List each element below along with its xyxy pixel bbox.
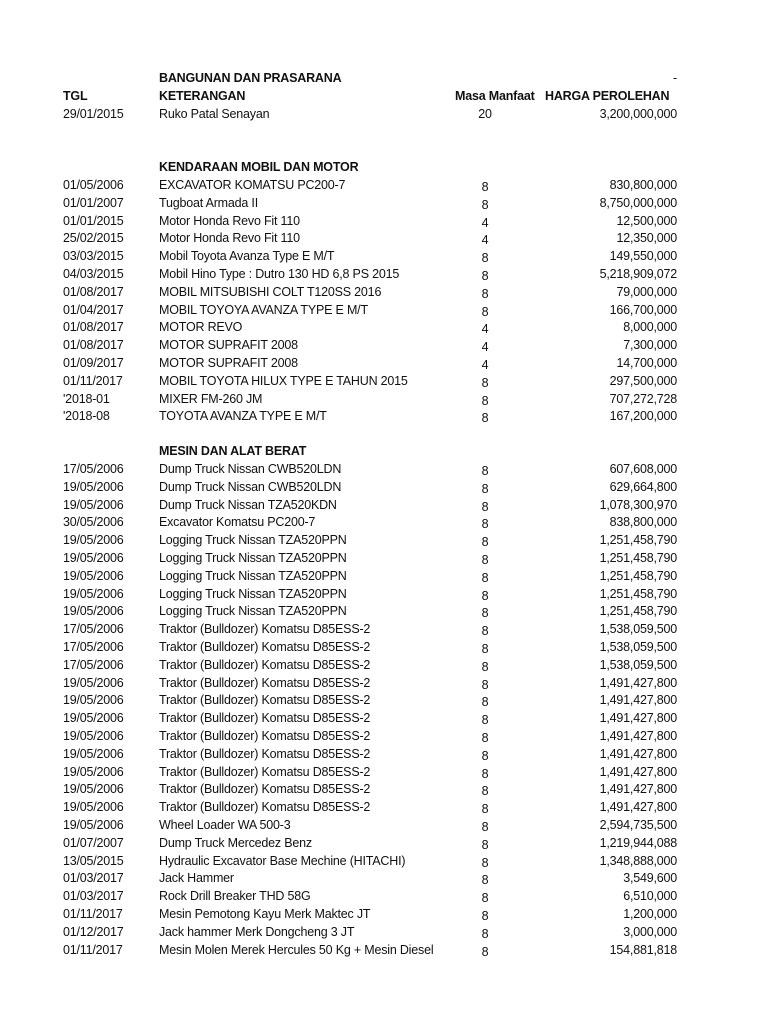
row-description: Motor Honda Revo Fit 110: [159, 213, 300, 228]
row-useful-life: 8: [481, 251, 489, 266]
row-date: 01/01/2015: [63, 213, 124, 228]
row-acquisition-price: 3,549,600: [623, 871, 677, 886]
table-row: [0, 727, 768, 745]
table-row: [0, 318, 768, 336]
row-useful-life: 8: [481, 873, 489, 888]
row-acquisition-price: 838,800,000: [609, 515, 677, 530]
row-date: 19/05/2006: [63, 818, 124, 832]
row-description: Jack Hammer: [159, 871, 234, 886]
row-description: Dump Truck Mercedez Benz: [159, 835, 312, 850]
row-acquisition-price: 149,550,000: [609, 249, 677, 264]
table-row: [0, 869, 768, 887]
row-acquisition-price: 1,491,427,800: [599, 746, 677, 761]
row-description: Mobil Toyota Avanza Type E M/T: [159, 249, 335, 264]
row-useful-life: 4: [481, 358, 489, 372]
table-row: [0, 602, 768, 620]
table-row: [0, 905, 768, 923]
row-date: 01/11/2017: [63, 373, 123, 388]
row-useful-life: 4: [481, 215, 489, 230]
row-date: 01/03/2017: [63, 871, 124, 886]
table-row: [0, 656, 768, 674]
row-date: 01/05/2006: [63, 178, 124, 192]
row-useful-life: 8: [481, 642, 489, 656]
row-date: 01/07/2007: [63, 835, 124, 850]
row-useful-life: 8: [481, 197, 489, 212]
row-date: 19/05/2006: [63, 586, 124, 601]
row-useful-life: 8: [481, 553, 489, 567]
table-row: [0, 265, 768, 283]
column-header-date: TGL: [63, 89, 88, 103]
row-useful-life: 8: [481, 304, 489, 319]
row-useful-life: 8: [481, 659, 489, 674]
row-acquisition-price: 297,500,000: [609, 373, 677, 388]
row-useful-life: 8: [481, 411, 489, 426]
row-date: 01/03/2017: [63, 889, 124, 904]
row-useful-life: 8: [481, 748, 489, 763]
row-useful-life: 8: [481, 588, 489, 603]
row-description: Traktor (Bulldozer) Komatsu D85ESS-2: [159, 729, 371, 743]
table-row: [0, 763, 768, 781]
row-date: 19/05/2006: [63, 533, 124, 548]
row-date: 17/05/2006: [63, 462, 124, 476]
column-header-useful-life: Masa Manfaat: [455, 89, 535, 103]
row-acquisition-price: 8,750,000,000: [599, 195, 677, 210]
row-description: Logging Truck Nissan TZA520PPN: [159, 586, 347, 601]
row-date: 19/05/2006: [63, 675, 124, 690]
row-date: 30/05/2006: [63, 515, 124, 530]
table-row: [0, 620, 768, 638]
section-title-mesin: MESIN DAN ALAT BERAT: [159, 444, 307, 458]
row-acquisition-price: 167,200,000: [609, 409, 677, 424]
row-date: 29/01/2015: [63, 107, 124, 121]
row-useful-life: 8: [481, 481, 489, 496]
row-useful-life: 20: [478, 107, 492, 121]
row-description: MOBIL MITSUBISHI COLT T120SS 2016: [159, 284, 382, 299]
row-acquisition-price: 1,491,427,800: [599, 800, 677, 815]
row-description: Hydraulic Excavator Base Mechine (HITACHI): [159, 853, 406, 868]
column-header-row: [0, 87, 768, 105]
row-date: 01/08/2017: [63, 320, 124, 335]
row-date: 17/05/2006: [63, 622, 124, 637]
row-description: Ruko Patal Senayan: [159, 107, 270, 121]
row-date: 17/05/2006: [63, 640, 124, 654]
row-acquisition-price: 1,491,427,800: [599, 782, 677, 797]
row-date: 01/08/2017: [63, 284, 124, 299]
row-useful-life: 8: [481, 944, 489, 959]
table-row: [0, 549, 768, 567]
table-row: [0, 212, 768, 230]
row-date: 04/03/2015: [63, 267, 124, 281]
row-description: EXCAVATOR KOMATSU PC200-7: [159, 178, 346, 192]
row-description: Excavator Komatsu PC200-7: [159, 515, 316, 530]
row-useful-life: 8: [481, 713, 489, 728]
table-row: [0, 674, 768, 692]
row-useful-life: 8: [481, 624, 489, 639]
row-acquisition-price: 1,200,000: [623, 907, 677, 921]
row-description: MOTOR SUPRAFIT 2008: [159, 356, 298, 370]
row-description: Traktor (Bulldozer) Komatsu D85ESS-2: [159, 711, 371, 726]
column-header-acquisition-price: HARGA PEROLEHAN: [545, 89, 670, 103]
table-row: [0, 567, 768, 585]
table-row: [0, 923, 768, 941]
row-description: Logging Truck Nissan TZA520PPN: [159, 533, 347, 548]
table-row: [0, 780, 768, 798]
row-acquisition-price: 1,538,059,500: [599, 657, 677, 672]
row-acquisition-price: 707,272,728: [609, 391, 677, 406]
row-acquisition-price: 830,800,000: [609, 178, 677, 192]
row-date: 01/08/2017: [63, 338, 124, 353]
row-acquisition-price: 7,300,000: [623, 338, 677, 353]
row-useful-life: 8: [481, 606, 489, 621]
row-acquisition-price: 8,000,000: [623, 320, 677, 335]
row-description: Logging Truck Nissan TZA520PPN: [159, 551, 347, 565]
row-useful-life: 8: [481, 837, 489, 852]
table-row: [0, 941, 768, 959]
row-date: 19/05/2006: [63, 551, 124, 565]
row-description: Rock Drill Breaker THD 58G: [159, 889, 311, 904]
row-date: 19/05/2006: [63, 729, 124, 743]
table-row: [0, 638, 768, 656]
section-title-row-kendaraan: [0, 158, 768, 176]
row-date: 19/05/2006: [63, 568, 124, 583]
row-useful-life: 8: [481, 677, 489, 692]
row-date: 19/05/2006: [63, 479, 124, 494]
table-row: [0, 283, 768, 301]
row-description: MOTOR REVO: [159, 320, 243, 335]
table-row: [0, 709, 768, 727]
header-dash: -: [673, 71, 677, 85]
table-row: [0, 176, 768, 194]
row-useful-life: 8: [481, 784, 489, 799]
row-date: 19/05/2006: [63, 711, 124, 726]
row-acquisition-price: 1,491,427,800: [599, 675, 677, 690]
row-acquisition-price: 1,491,427,800: [599, 711, 677, 726]
row-description: TOYOTA AVANZA TYPE E M/T: [159, 409, 327, 424]
row-description: Dump Truck Nissan CWB520LDN: [159, 479, 342, 494]
row-description: Mesin Pemotong Kayu Merk Maktec JT: [159, 907, 371, 921]
row-date: '2018-08: [63, 409, 110, 424]
row-useful-life: 8: [481, 570, 489, 585]
table-row: [0, 852, 768, 870]
row-description: Traktor (Bulldozer) Komatsu D85ESS-2: [159, 675, 371, 690]
row-date: 19/05/2006: [63, 800, 124, 815]
table-row: [0, 247, 768, 265]
row-date: '2018-01: [63, 391, 110, 406]
table-row: [0, 354, 768, 372]
row-date: 19/05/2006: [63, 746, 124, 761]
row-useful-life: 8: [481, 375, 489, 390]
column-header-description: KETERANGAN: [159, 89, 246, 103]
row-acquisition-price: 154,881,818: [609, 942, 677, 957]
row-description: MOTOR SUPRAFIT 2008: [159, 338, 298, 353]
row-date: 01/11/2017: [63, 942, 123, 957]
row-acquisition-price: 1,219,944,088: [599, 835, 677, 850]
table-row: [0, 816, 768, 834]
row-description: MIXER FM-260 JM: [159, 391, 263, 406]
row-description: Traktor (Bulldozer) Komatsu D85ESS-2: [159, 782, 371, 797]
row-description: Traktor (Bulldozer) Komatsu D85ESS-2: [159, 622, 371, 637]
row-date: 25/02/2015: [63, 231, 124, 246]
table-row: [0, 460, 768, 478]
row-useful-life: 8: [481, 766, 489, 781]
row-date: 01/12/2017: [63, 924, 124, 939]
row-acquisition-price: 1,251,458,790: [599, 533, 677, 548]
row-useful-life: 8: [481, 269, 489, 283]
row-description: Motor Honda Revo Fit 110: [159, 231, 300, 246]
row-useful-life: 4: [481, 340, 489, 355]
row-acquisition-price: 1,538,059,500: [599, 622, 677, 637]
row-date: 03/03/2015: [63, 249, 124, 264]
row-description: MOBIL TOYOYA AVANZA TYPE E M/T: [159, 302, 368, 317]
row-acquisition-price: 166,700,000: [609, 302, 677, 317]
row-useful-life: 8: [481, 909, 489, 923]
row-useful-life: 8: [481, 535, 489, 550]
row-description: MOBIL TOYOTA HILUX TYPE E TAHUN 2015: [159, 373, 408, 388]
table-row: [0, 745, 768, 763]
table-row: [0, 496, 768, 514]
row-acquisition-price: 1,348,888,000: [599, 853, 677, 868]
row-acquisition-price: 1,251,458,790: [599, 568, 677, 583]
section-title-row-mesin: [0, 442, 768, 460]
table-row: [0, 194, 768, 212]
table-row: [0, 407, 768, 425]
table-row: [0, 834, 768, 852]
row-date: 19/05/2006: [63, 782, 124, 797]
row-acquisition-price: 1,251,458,790: [599, 551, 677, 565]
section-title-bangunan: BANGUNAN DAN PRASARANA: [159, 71, 342, 85]
header-row-1: [0, 69, 768, 87]
row-useful-life: 8: [481, 731, 489, 745]
row-date: 01/09/2017: [63, 356, 124, 370]
row-useful-life: 8: [481, 855, 489, 870]
row-description: Traktor (Bulldozer) Komatsu D85ESS-2: [159, 800, 371, 815]
section-title-kendaraan: KENDARAAN MOBIL DAN MOTOR: [159, 160, 359, 174]
row-useful-life: 8: [481, 820, 489, 834]
row-useful-life: 8: [481, 393, 489, 408]
row-description: Tugboat Armada II: [159, 195, 258, 210]
row-description: Traktor (Bulldozer) Komatsu D85ESS-2: [159, 746, 371, 761]
row-useful-life: 8: [481, 180, 489, 194]
row-date: 13/05/2015: [63, 853, 124, 868]
row-useful-life: 8: [481, 695, 489, 710]
row-description: Dump Truck Nissan TZA520KDN: [159, 497, 337, 512]
row-description: Logging Truck Nissan TZA520PPN: [159, 604, 347, 619]
row-acquisition-price: 6,510,000: [623, 889, 677, 904]
row-useful-life: 4: [481, 233, 489, 248]
table-row: [0, 585, 768, 603]
row-useful-life: 8: [481, 517, 489, 532]
table-row: [0, 301, 768, 319]
row-date: 19/05/2006: [63, 693, 124, 708]
row-acquisition-price: 12,350,000: [616, 231, 677, 246]
row-useful-life: 8: [481, 286, 489, 301]
row-description: Dump Truck Nissan CWB520LDN: [159, 462, 342, 476]
row-acquisition-price: 79,000,000: [616, 284, 677, 299]
row-acquisition-price: 12,500,000: [616, 213, 677, 228]
table-row: [0, 229, 768, 247]
table-row: [0, 336, 768, 354]
row-description: Traktor (Bulldozer) Komatsu D85ESS-2: [159, 657, 371, 672]
row-acquisition-price: 14,700,000: [616, 356, 677, 370]
row-description: Traktor (Bulldozer) Komatsu D85ESS-2: [159, 693, 371, 708]
row-description: Traktor (Bulldozer) Komatsu D85ESS-2: [159, 764, 371, 779]
row-acquisition-price: 1,078,300,970: [599, 497, 677, 512]
row-description: Logging Truck Nissan TZA520PPN: [159, 568, 347, 583]
table-row: [0, 105, 768, 123]
table-row: [0, 531, 768, 549]
row-description: Mobil Hino Type : Dutro 130 HD 6,8 PS 2015: [159, 267, 400, 281]
row-useful-life: 8: [481, 926, 489, 941]
row-acquisition-price: 2,594,735,500: [599, 818, 677, 832]
row-date: 17/05/2006: [63, 657, 124, 672]
row-acquisition-price: 1,491,427,800: [599, 764, 677, 779]
row-date: 19/05/2006: [63, 764, 124, 779]
row-acquisition-price: 1,538,059,500: [599, 640, 677, 654]
table-row: [0, 372, 768, 390]
row-acquisition-price: 1,251,458,790: [599, 604, 677, 619]
row-description: Jack hammer Merk Dongcheng 3 JT: [159, 924, 355, 939]
row-description: Mesin Molen Merek Hercules 50 Kg + Mesin Diesel: [159, 942, 434, 957]
row-date: 01/04/2017: [63, 302, 124, 317]
row-date: 19/05/2006: [63, 604, 124, 619]
row-description: Traktor (Bulldozer) Komatsu D85ESS-2: [159, 640, 371, 654]
table-row: [0, 798, 768, 816]
table-row: [0, 478, 768, 496]
row-acquisition-price: 1,251,458,790: [599, 586, 677, 601]
row-acquisition-price: 3,000,000: [623, 924, 677, 939]
row-acquisition-price: 3,200,000,000: [599, 107, 677, 121]
row-description: Wheel Loader WA 500-3: [159, 818, 291, 832]
row-acquisition-price: 607,608,000: [609, 462, 677, 476]
row-date: 01/11/2017: [63, 907, 123, 921]
row-useful-life: 8: [481, 891, 489, 906]
table-row: [0, 887, 768, 905]
row-acquisition-price: 1,491,427,800: [599, 693, 677, 708]
table-row: [0, 691, 768, 709]
row-date: 19/05/2006: [63, 497, 124, 512]
row-useful-life: 8: [481, 499, 489, 514]
row-date: 01/01/2007: [63, 195, 124, 210]
row-useful-life: 4: [481, 322, 489, 337]
row-useful-life: 8: [481, 464, 489, 478]
row-acquisition-price: 629,664,800: [609, 479, 677, 494]
row-acquisition-price: 5,218,909,072: [599, 267, 677, 281]
row-acquisition-price: 1,491,427,800: [599, 729, 677, 743]
table-row: [0, 390, 768, 408]
table-row: [0, 513, 768, 531]
row-useful-life: 8: [481, 802, 489, 817]
